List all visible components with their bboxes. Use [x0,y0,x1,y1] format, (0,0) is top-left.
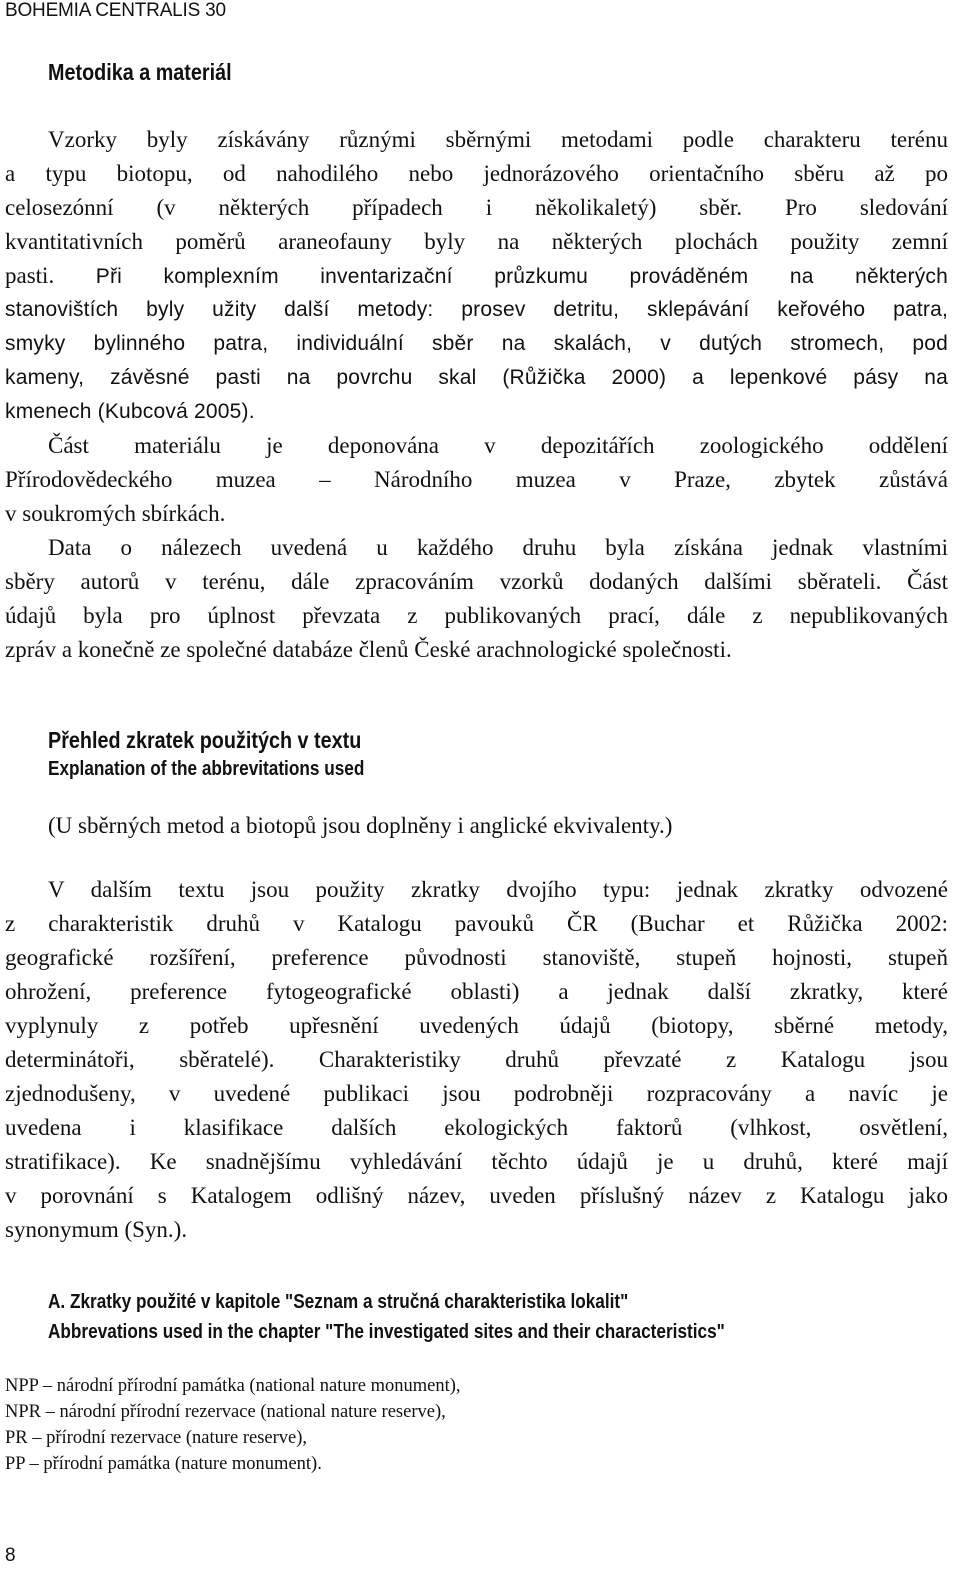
text-line: v porovnání s Katalogem odlišný název, uveden příslušný název z Katalogu jako [5,1183,948,1208]
page-number: 8 [5,1545,16,1566]
list-item: PP – přírodní památka (nature monument). [5,1454,322,1474]
text-line: kvantitativních poměrů araneofauny byly na některých plochách použity zemní [5,229,948,254]
text-line: determinátoři, sběratelé). Charakteristiky druhů převzaté z Katalogu jsou [5,1047,948,1072]
text-line: uvedena i klasifikace dalších ekologických faktorů (vlhkost, osvětlení, [5,1115,948,1140]
text-line: synonymum (Syn.). [5,1217,188,1242]
subsection-heading-a: A. Zkratky použité v kapitole "Seznam a stručná charakteristika lokalit" [48,1291,629,1313]
text-line: a typu biotopu, od nahodilého nebo jednorázového orientačního sběru až po [5,161,948,186]
text-line: smyky bylinného patra, individuální sběr na skalách, v dutých stromech, pod [5,332,948,355]
section-heading-abbreviations-en: Explanation of the abbrevitations used [48,758,365,780]
text-line: vyplynuly z potřeb upřesnění uvedených údajů (biotopy, sběrné metody, [5,1013,948,1038]
text-line: údajů byla pro úplnost převzata z publikovaných prací, dále z nepublikovaných [5,603,948,628]
abbreviation-list [5,1373,461,1477]
text-line: kameny, závěsné pasti na povrchu skal (Růžička 2000) a lepenkové pásy na [5,366,948,389]
section-heading-methods: Metodika a materiál [48,59,232,85]
text-line: celosezónní (v některých případech i několikaletý) sběr. Pro sledování [5,195,948,220]
text-line: zpráv a konečně ze společné databáze členů České arachnologické společnosti. [5,637,732,662]
text-line: geografické rozšíření, preference původnosti stanoviště, stupeň hojnosti, stupeň [5,945,948,970]
text-line: zjednodušeny, v uvedené publikaci jsou podrobněji rozpracovány a navíc je [5,1081,948,1106]
paragraph-abbreviations [5,873,948,1247]
subsection-heading-a-en: Abbrevations used in the chapter "The investigated sites and their characteristics" [48,1321,725,1343]
list-item: NPP – národní přírodní památka (national nature monument), [5,1376,461,1396]
list-item: PR – přírodní rezervace (nature reserve), [5,1428,308,1448]
text-line: sběry autorů v terénu, dále zpracováním vzorků dodaných dalšími sběrateli. Část [5,569,948,594]
text-line: Vzorky byly získávány různými sběrnými metodami podle charakteru terénu [48,127,948,152]
running-head: BOHEMIA CENTRALIS 30 [5,0,226,21]
section-heading-abbreviations: Přehled zkratek použitých v textu [48,727,362,753]
text-line: ohrožení, preference fytogeografické oblasti) a jednak další zkratky, které [5,979,948,1004]
text-line: z charakteristik druhů v Katalogu pavouků ČR (Buchar et Růžička 2002: [5,911,948,936]
text-line: Přírodovědeckého muzea – Národního muzea v Praze, zbytek zůstává [5,467,948,492]
note-english-equivalents: (U sběrných metod a biotopů jsou doplněny i anglické ekvivalenty.) [48,813,673,838]
text-line [5,259,948,293]
text-line: Data o nálezech uvedená u každého druhu byla získána jednak vlastními [48,535,948,560]
text-line: v soukromých sbírkách. [5,501,226,526]
text-fragment: pasti. [5,263,55,288]
text-line: kmenech (Kubcová 2005). [5,400,255,423]
text-line: stanovištích byly užity další metody: prosev detritu, sklepávání keřového patra, [5,298,948,321]
text-line: V dalším textu jsou použity zkratky dvojího typu: jednak zkratky odvozené [48,877,948,902]
list-item: NPR – národní přírodní rezervace (national nature reserve), [5,1402,446,1422]
text-line: Část materiálu je deponována v depozitářích zoologického oddělení [48,433,948,458]
paragraph-methods [5,123,948,667]
text-line: stratifikace). Ke snadnějšímu vyhledávání těchto údajů je u druhů, které mají [5,1149,948,1174]
text-fragment: Při komplexním inventarizační průzkumu prováděném na některých [54,265,948,288]
